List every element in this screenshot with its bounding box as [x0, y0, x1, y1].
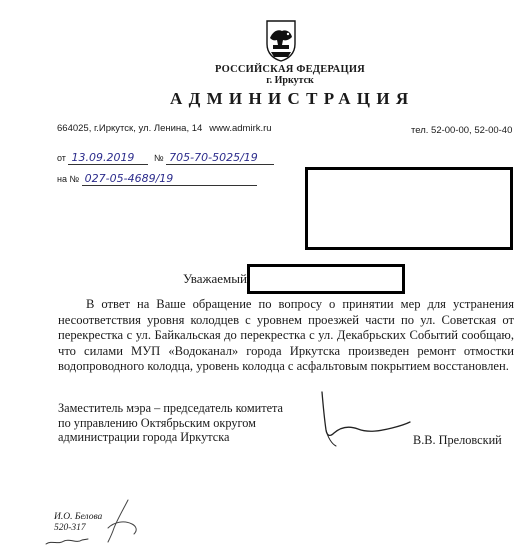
signatory-name: В.В. Преловский	[413, 433, 502, 447]
incoming-underline	[195, 176, 257, 186]
signatory-title-line: Заместитель мэра – председатель комитета	[58, 401, 284, 415]
city-name: г. Иркутск	[266, 75, 314, 86]
handwritten-signature	[306, 386, 416, 452]
executor-name: И.О. Белова	[54, 512, 103, 522]
address-line	[57, 123, 272, 134]
salutation: Уважаемый	[183, 271, 247, 286]
redacted-recipient-name	[247, 264, 405, 294]
country-name: РОССИЙСКАЯ ФЕДЕРАЦИЯ	[215, 64, 365, 75]
handwritten-initial-mark	[98, 498, 142, 544]
handwritten-scribble	[44, 536, 90, 547]
executor-phone: 520-317	[54, 523, 86, 533]
phone-numbers: тел. 52-00-00, 52-00-40	[411, 125, 513, 136]
number-label: №	[153, 153, 164, 163]
registration-date: 13.09.2019	[68, 151, 148, 165]
from-label: от	[57, 153, 66, 163]
redacted-recipient-block	[305, 167, 513, 250]
postal-address: 664025, г.Иркутск, ул. Ленина, 14	[57, 123, 203, 134]
incoming-label: на №	[57, 174, 80, 184]
signatory-title-line: по управлению Октябрьским округом	[58, 415, 256, 430]
letter-body: В ответ на Ваше обращение по вопросу о принятии мер для устранения несоответствия уровня колодцев с уровнем проезжей части по ул. Советская от перекрестка с ул. Байкальская до перекрестка с ул. Декабрьских Событий сообщаю, что силами МУП «Водоканал» города Иркутска произведен ремонт отмостки водопроводного колодца, уровень колодца с асфальтовым покрытием восстановлен.	[58, 297, 514, 373]
organization-title: АДМИНИСТРАЦИЯ	[170, 89, 415, 108]
incoming-number: 027-05-4689/19	[82, 172, 195, 186]
outgoing-registration	[57, 151, 274, 165]
incoming-registration	[57, 172, 257, 186]
signatory-title-line: администрации города Иркутска	[58, 430, 230, 444]
registration-number: 705-70-5025/19	[166, 151, 274, 165]
website-link[interactable]: www.admirk.ru	[209, 123, 272, 134]
irkutsk-coat-of-arms-icon	[264, 18, 298, 62]
